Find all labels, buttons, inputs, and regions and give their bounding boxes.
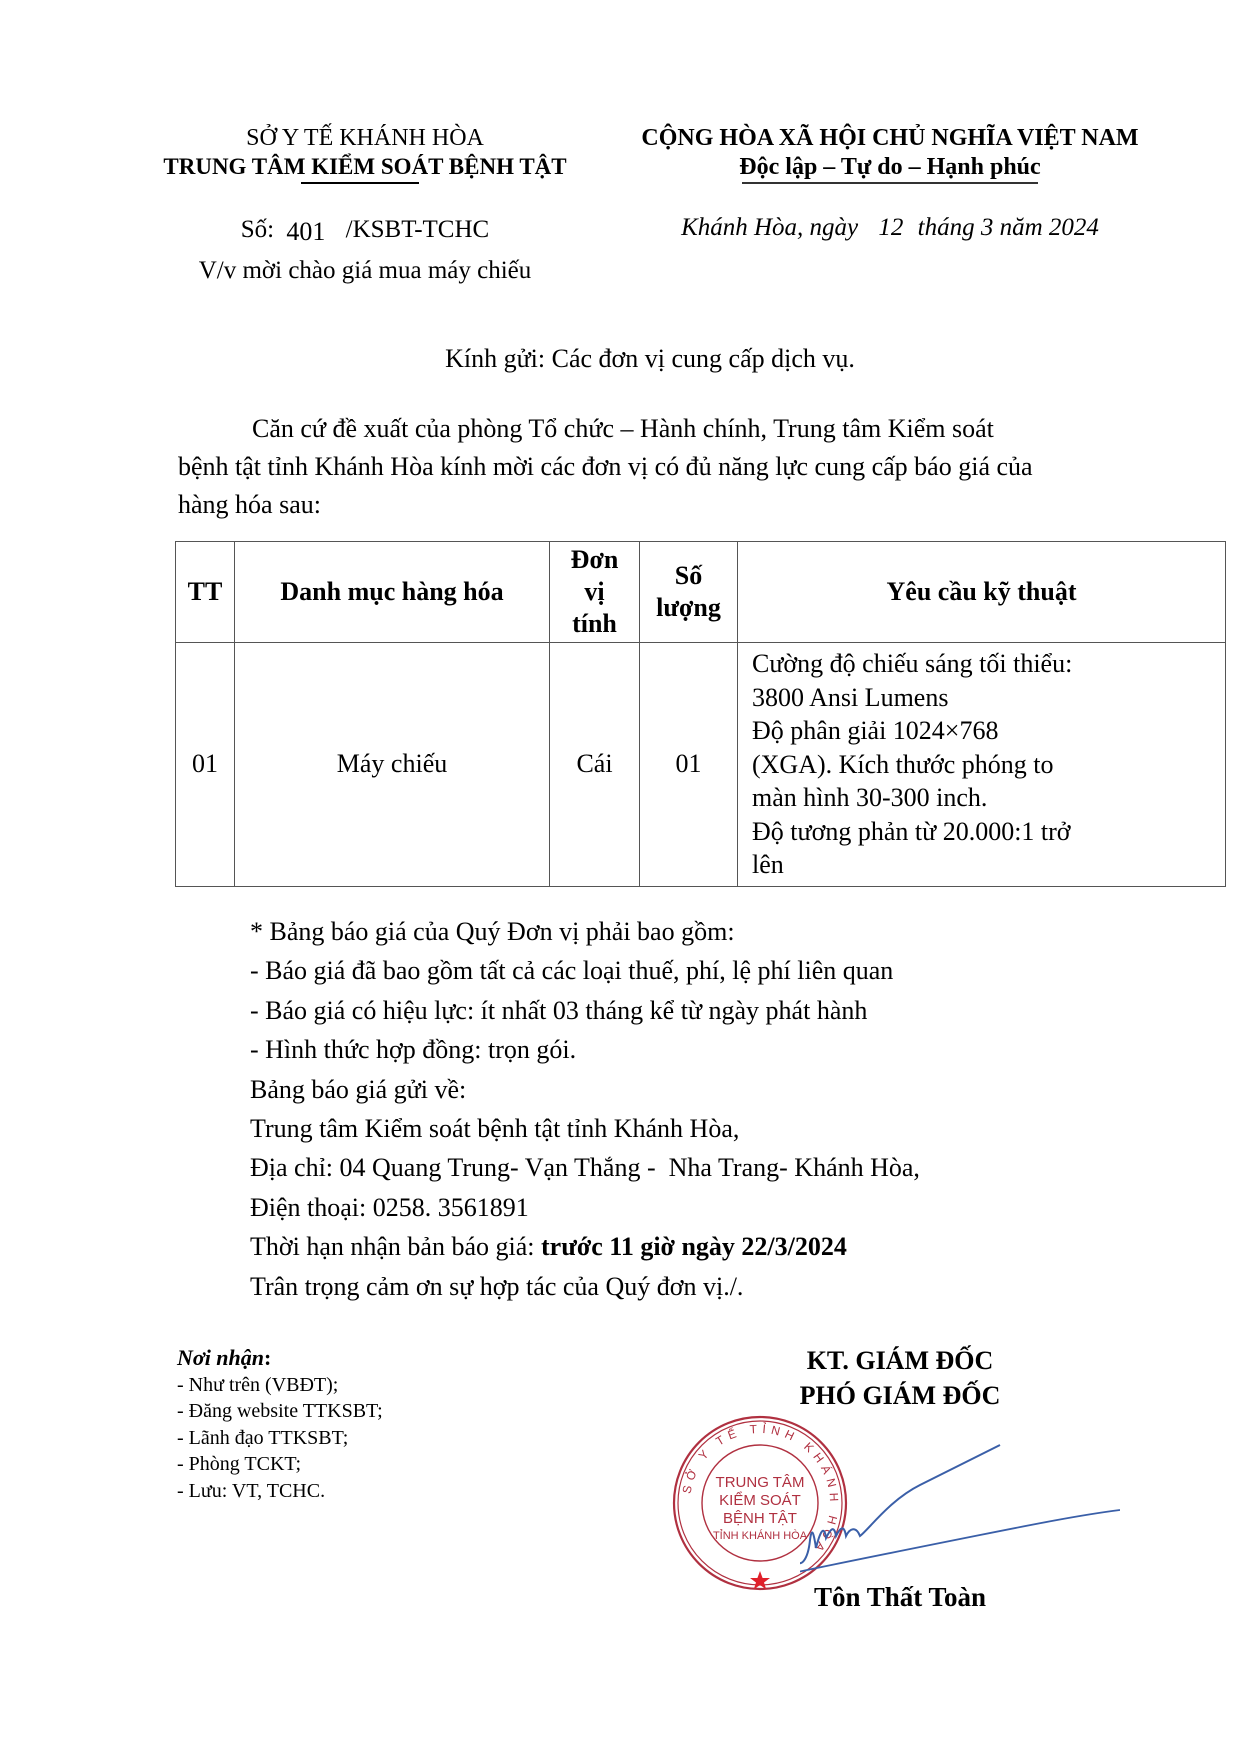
date-suffix: tháng 3 năm 2024	[917, 214, 1099, 241]
col-header-unit-line: tính	[572, 609, 617, 638]
notes-item: - Hình thức hợp đồng: trọn gói.	[250, 1035, 577, 1065]
recipient-item: - Lãnh đạo TTKSBT;	[177, 1426, 349, 1449]
stamp-line1: TRUNG TÂM	[715, 1474, 805, 1491]
deadline-value: trước 11 giờ ngày 22/3/2024	[541, 1232, 847, 1262]
signer-name: Tôn Thất Toàn	[813, 1582, 987, 1612]
col-header-unit-line: Đơn	[570, 545, 619, 574]
org-phone: Điện thoại: 0258. 3561891	[250, 1192, 529, 1222]
national-motto: Độc lập – Tự do – Hạnh phúc	[739, 154, 1041, 180]
intro-line: bệnh tật tỉnh Khánh Hòa kính mời các đơn vị có đủ năng lực cung cấp báo giá của	[178, 452, 1033, 481]
intro-paragraph	[178, 410, 1138, 524]
send-to-label: Bảng báo giá gửi về:	[250, 1074, 467, 1104]
notes-heading: * Bảng báo giá của Quý Đơn vị phải bao gồm:	[250, 917, 735, 946]
deadline-label: Thời hạn nhận bản báo giá:	[250, 1232, 542, 1262]
cell-unit: Cái	[550, 643, 640, 887]
goods-table	[175, 541, 1226, 887]
cell-spec	[738, 643, 1226, 887]
notes-item: - Báo giá đã bao gồm tất cả các loại thuế, phí, lệ phí liên quan	[250, 956, 894, 986]
recipient-item: - Như trên (VBĐT);	[177, 1373, 339, 1396]
header-rule-left	[301, 182, 419, 184]
spec-line: Độ phân giải 1024×768	[752, 716, 999, 745]
doc-number-prefix: Số:	[240, 216, 275, 243]
spec-line: (XGA). Kích thước phóng to	[752, 749, 1054, 779]
thanks-line: Trân trọng cảm ơn sự hợp tác của Quý đơn vị./.	[250, 1271, 744, 1301]
table-header-row	[176, 542, 1226, 643]
spec-line: màn hình 30-300 inch.	[752, 783, 988, 812]
date-day: 12	[878, 214, 904, 241]
recipients-colon: :	[264, 1345, 272, 1370]
table-row	[176, 643, 1226, 887]
document-subject: V/v mời chào giá mua máy chiếu	[198, 257, 532, 284]
cell-tt: 01	[176, 643, 235, 887]
col-header-qty	[640, 542, 738, 643]
cell-qty: 01	[640, 643, 738, 887]
spec-line: lên	[752, 850, 784, 879]
header-rule-right	[742, 182, 1038, 184]
col-header-unit	[550, 542, 640, 643]
signature-stroke	[800, 1445, 1000, 1563]
recipient-item: - Lưu: VT, TCHC.	[177, 1479, 326, 1502]
doc-number: 401	[286, 217, 326, 246]
col-header-qty-line: Số	[674, 561, 703, 590]
stamp-ring-text: SỞ Y TẾ TỈNH KHÁNH HÒA	[679, 1421, 842, 1558]
org-name: Trung tâm Kiểm soát bệnh tật tỉnh Khánh Hòa,	[250, 1114, 740, 1144]
signature-underline-stroke	[800, 1510, 1120, 1590]
cell-item: Máy chiếu	[235, 643, 550, 887]
spec-line: Cường độ chiếu sáng tối thiểu:	[752, 649, 1073, 678]
intro-line: hàng hóa sau:	[178, 490, 321, 519]
agency-header	[150, 124, 580, 184]
notes-item: - Báo giá có hiệu lực: ít nhất 03 tháng kể từ ngày phát hành	[250, 995, 868, 1025]
spec-line: Độ tương phản từ 20.000:1 trở	[752, 816, 1071, 846]
deadline	[250, 1227, 1150, 1266]
recipients-title: Nơi nhận	[177, 1345, 265, 1370]
col-header-spec: Yêu cầu kỹ thuật	[738, 542, 1226, 643]
document-number	[150, 214, 580, 244]
doc-number-suffix: /KSBT-TCHC	[345, 216, 490, 243]
org-address: Địa chỉ: 04 Quang Trung- Vạn Thắng - Nha Trang- Khánh Hòa,	[250, 1153, 920, 1183]
addressee: Kính gửi: Các đơn vị cung cấp dịch vụ.	[445, 344, 855, 373]
recipients-title-line	[177, 1345, 597, 1372]
signature-line2: PHÓ GIÁM ĐỐC	[799, 1381, 1001, 1410]
requirements-section	[250, 912, 1150, 1306]
stamp-line4: TỈNH KHÁNH HÒA	[712, 1530, 808, 1542]
col-header-tt: TT	[176, 542, 235, 643]
recipients-block	[177, 1345, 597, 1504]
col-header-qty-line: lượng	[656, 593, 721, 622]
agency-parent: SỞ Y TẾ KHÁNH HÒA	[246, 125, 484, 151]
country-name: CỘNG HÒA XÃ HỘI CHỦ NGHĨA VIỆT NAM	[641, 125, 1139, 151]
signature-line1: KT. GIÁM ĐỐC	[806, 1346, 994, 1375]
national-header	[620, 124, 1160, 184]
stamp-line3: BỆNH TẬT	[723, 1510, 797, 1527]
col-header-unit-line: vị	[584, 577, 605, 606]
intro-line: Căn cứ đề xuất của phòng Tổ chức – Hành chính, Trung tâm Kiểm soát	[252, 414, 994, 443]
col-header-item: Danh mục hàng hóa	[235, 542, 550, 643]
date-prefix: Khánh Hòa, ngày	[681, 214, 859, 241]
document-date	[620, 214, 1160, 242]
stamp-line2: KIỂM SOÁT	[719, 1492, 801, 1509]
recipient-item: - Phòng TCKT;	[177, 1453, 302, 1475]
spec-line: 3800 Ansi Lumens	[752, 682, 949, 712]
agency-name: TRUNG TÂM KIỂM SOÁT BỆNH TẬT	[163, 154, 567, 179]
handwritten-signature	[800, 1440, 1120, 1600]
signature-title	[680, 1343, 1120, 1413]
recipient-item: - Đăng website TTKSBT;	[177, 1400, 383, 1422]
